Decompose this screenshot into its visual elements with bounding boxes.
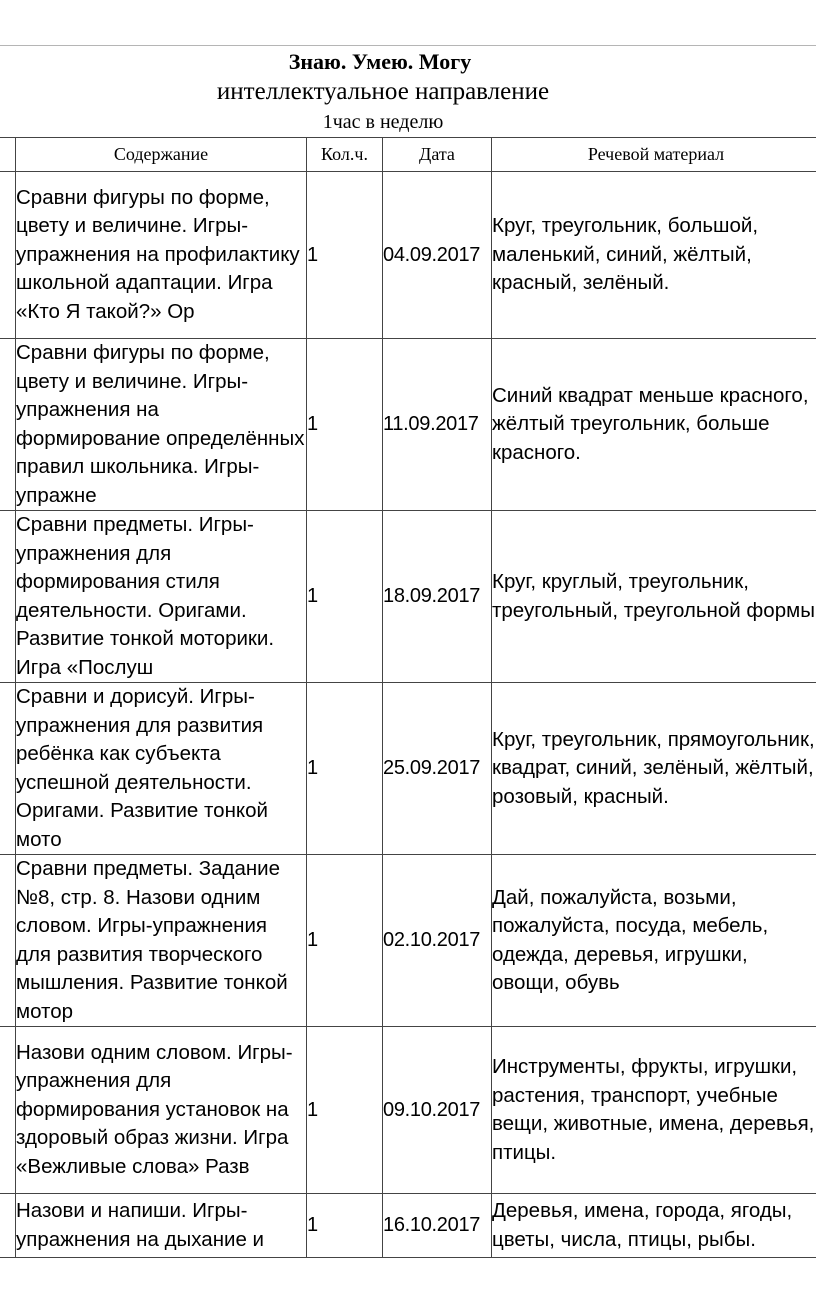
- row-index-cell: [0, 1194, 16, 1258]
- qty-cell: 1: [307, 172, 383, 339]
- qty-cell: 1: [307, 339, 383, 511]
- lesson-plan-table: [0, 137, 816, 1258]
- date-cell: 02.10.2017: [383, 855, 492, 1027]
- content-cell: Сравни предметы. Игры-упражнения для формирования стиля деятельности. Оригами. Развитие тонкой моторики. Игра «Послуш: [16, 511, 307, 683]
- speech-cell: Круг, треугольник, прямоугольник, квадрат, синий, зелёный, жёлтый, розовый, красный.: [492, 683, 816, 855]
- content-cell: Сравни фигуры по форме, цвету и величине. Игры-упражнения на профилактику школьной адаптации. Игра «Кто Я такой?» Ор: [16, 172, 307, 339]
- qty-cell: 1: [307, 1194, 383, 1258]
- row-index-cell: [0, 683, 16, 855]
- doc-title: Знаю. Умею. Могу: [288, 49, 472, 74]
- qty-cell: 1: [307, 1027, 383, 1194]
- table-row: [0, 1194, 816, 1258]
- content-cell: Сравни фигуры по форме, цвету и величине. Игры-упражнения на формирование определённых правил школьника. Игры-упражне: [16, 339, 307, 511]
- date-cell: 25.09.2017: [383, 683, 492, 855]
- date-cell: 16.10.2017: [383, 1194, 492, 1258]
- speech-cell: Дай, пожалуйста, возьми, пожалуйста, посуда, мебель, одежда, деревья, игрушки, овощи, обувь: [492, 855, 816, 1027]
- header-qty: Кол.ч.: [307, 138, 383, 172]
- date-cell: 18.09.2017: [383, 511, 492, 683]
- row-index-cell: [0, 855, 16, 1027]
- speech-cell: Инструменты, фрукты, игрушки, растения, транспорт, учебные вещи, животные, имена, деревья, птицы.: [492, 1027, 816, 1194]
- date-cell: 04.09.2017: [383, 172, 492, 339]
- table-row: [0, 339, 816, 511]
- doc-hours: 1час в неделю: [322, 111, 444, 133]
- doc-subtitle: интеллектуальное направление: [216, 78, 550, 105]
- row-index-cell: [0, 339, 16, 511]
- speech-cell: Круг, круглый, треугольник, треугольный, треугольной формы: [492, 511, 816, 683]
- content-cell: Сравни и дорисуй. Игры-упражнения для развития ребёнка как субъекта успешной деятельности. Оригами. Развитие тонкой мото: [16, 683, 307, 855]
- table-header-row: [0, 138, 816, 172]
- speech-cell: Деревья, имена, города, ягоды, цветы, числа, птицы, рыбы.: [492, 1194, 816, 1258]
- speech-cell: Синий квадрат меньше красного, жёлтый треугольник, больше красного.: [492, 339, 816, 511]
- qty-cell: 1: [307, 511, 383, 683]
- qty-cell: 1: [307, 683, 383, 855]
- top-rule: [0, 45, 816, 46]
- table-row: [0, 1027, 816, 1194]
- header-date: Дата: [383, 138, 492, 172]
- date-cell: 09.10.2017: [383, 1027, 492, 1194]
- row-index-cell: [0, 1027, 16, 1194]
- header-speech: Речевой материал: [492, 138, 816, 172]
- table-row: [0, 683, 816, 855]
- header-content: Содержание: [16, 138, 307, 172]
- table-row: [0, 855, 816, 1027]
- row-index-cell: [0, 511, 16, 683]
- row-index-cell: [0, 172, 16, 339]
- date-cell: 11.09.2017: [383, 339, 492, 511]
- header-index: [0, 138, 16, 172]
- content-cell: Сравни предметы. Задание №8, стр. 8. Назови одним словом. Игры-упражнения для развития творческого мышления. Развитие тонкой мотор: [16, 855, 307, 1027]
- speech-cell: Круг, треугольник, большой, маленький, синий, жёлтый, красный, зелёный.: [492, 172, 816, 339]
- qty-cell: 1: [307, 855, 383, 1027]
- content-cell: Назови и напиши. Игры-упражнения на дыхание и: [16, 1194, 307, 1258]
- content-cell: Назови одним словом. Игры-упражнения для формирования установок на здоровый образ жизни. Игра «Вежливые слова» Разв: [16, 1027, 307, 1194]
- table-row: [0, 511, 816, 683]
- table-row: [0, 172, 816, 339]
